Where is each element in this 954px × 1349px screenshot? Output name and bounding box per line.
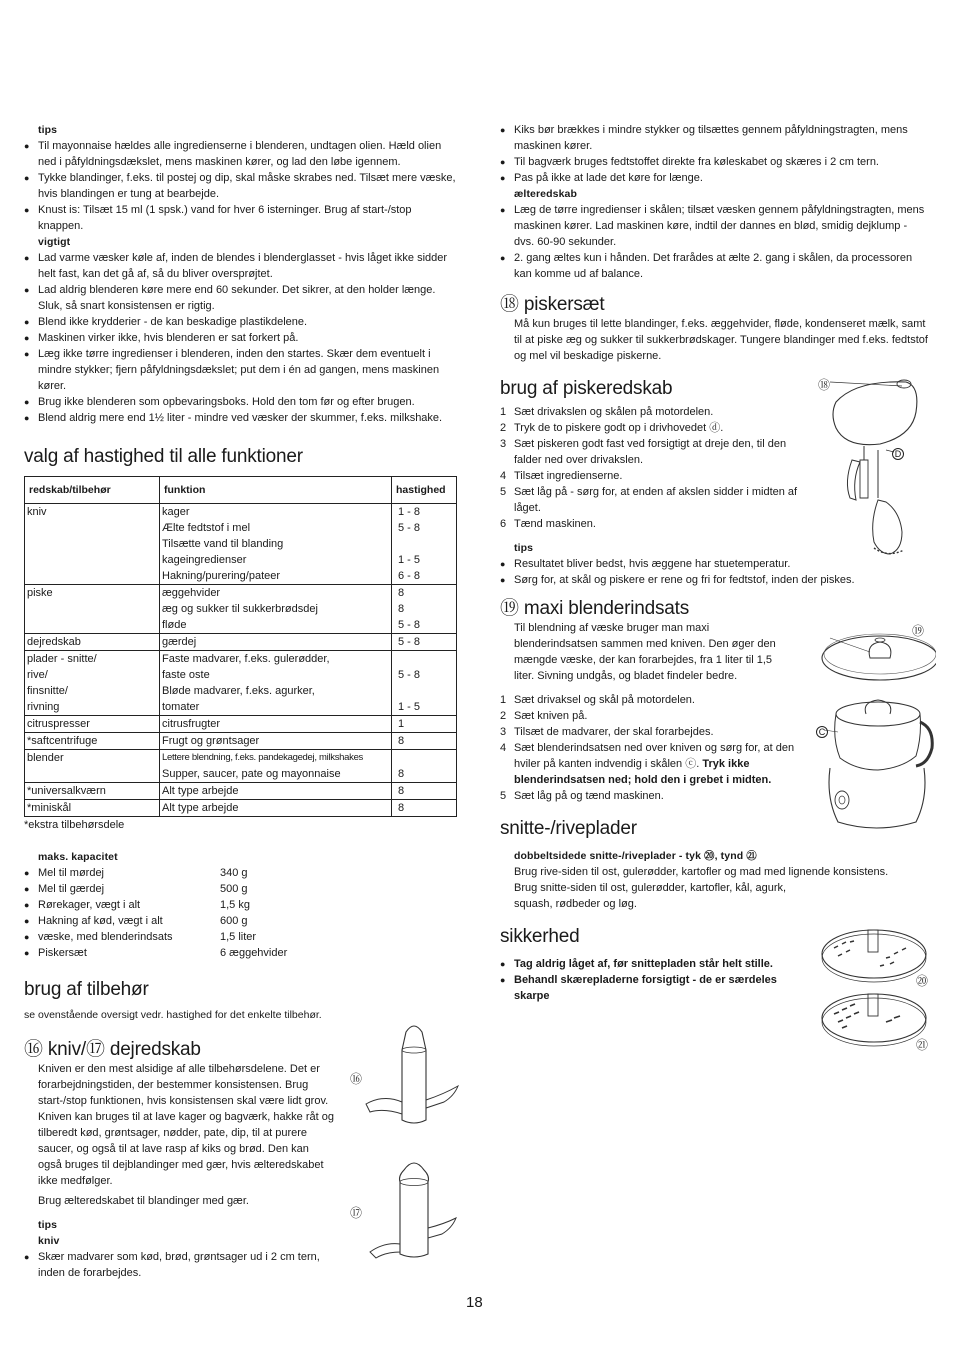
cell-line bbox=[398, 651, 454, 667]
cell-line bbox=[398, 683, 454, 699]
cell-line: 6 - 8 bbox=[398, 570, 421, 582]
table-cell bbox=[160, 716, 392, 733]
slicing-plates-heading: dobbeltsidede snitte-/riveplader - tyk ⑳, tynd ㉑ bbox=[514, 850, 757, 862]
table-cell bbox=[160, 634, 392, 651]
accessories-text: se ovenstående oversigt vedr. hastighed for det enkelte tilbehør. bbox=[24, 1009, 322, 1021]
table-cell bbox=[25, 716, 160, 733]
list-item: ● Behandl skærepladerne forsigtigt - de er særdeles skarpe bbox=[500, 972, 790, 1004]
list-item: ● Resultatet bliver bedst, hvis æggene har stuetemperatur. bbox=[500, 556, 930, 572]
cell-line bbox=[27, 568, 157, 584]
list-item: 5 Sæt låg på - sørg for, at enden af akslen sidder i midten af låget. bbox=[500, 486, 798, 514]
safety-list bbox=[500, 956, 790, 1004]
list-item: 4 Tilsæt ingredienserne. bbox=[500, 470, 623, 482]
cell-line: rivning bbox=[27, 701, 60, 713]
cell-line: æg og sukker til sukkerbrødsdej bbox=[162, 603, 318, 615]
cell-line: 8 bbox=[398, 587, 405, 599]
capacity-heading: maks. kapacitet bbox=[38, 851, 118, 863]
knife-tips-list bbox=[24, 1249, 324, 1281]
list-item: 3 Tilsæt de madvarer, der skal forarbejdes. bbox=[500, 726, 714, 738]
list-item: ● Mel til mørdej 340 g bbox=[24, 865, 458, 881]
list-item: ● Lad aldrig blenderen køre mere end 60 sekunder. Det sikrer, at den holder længe. Sluk, så snart konsistensen er rigtig. bbox=[24, 282, 458, 314]
list-item: ● væske, med blenderindsats 1,5 liter bbox=[24, 929, 458, 945]
figure-number: ⑰ bbox=[350, 1206, 363, 1220]
cell-line: 8 bbox=[398, 603, 405, 615]
cell-line bbox=[398, 536, 454, 552]
cell-line: finsnitte/ bbox=[27, 685, 68, 697]
cell-line: kager bbox=[162, 506, 190, 518]
table-cell bbox=[392, 783, 457, 800]
cell-line: Frugt og grøntsager bbox=[162, 735, 260, 747]
accessories-title: brug af tilbehør bbox=[24, 979, 149, 1000]
table-cell bbox=[392, 634, 457, 651]
list-item: 1 Sæt drivakslen og skålen på motordelen. bbox=[500, 406, 714, 418]
list-item: ● Kiks bør brækkes i mindre stykker og tilsættes gennem påfyldningstragten, mens maskinen kører. bbox=[500, 122, 930, 154]
cell-line: *miniskål bbox=[27, 802, 72, 814]
whisk-steps bbox=[500, 404, 806, 532]
cell-line: fløde bbox=[162, 619, 187, 631]
important-list bbox=[24, 250, 458, 426]
dough-hook-icon bbox=[364, 1158, 464, 1278]
table-cell bbox=[392, 800, 457, 817]
cell-line: 1 - 5 bbox=[398, 554, 421, 566]
slicing-plates-text: Brug rive-siden til ost, gulerødder, kartofler og mad med lignende konsistens. Brug snitte-siden til ost, gulerødder, kartofler, kål, agurk, squash, rødbeder og løg. bbox=[514, 866, 889, 910]
table-cell bbox=[160, 783, 392, 800]
knife-section-title: ⑯ kniv/⑰ dejredskab bbox=[24, 1039, 201, 1060]
table-cell bbox=[25, 783, 160, 800]
table-cell bbox=[160, 750, 392, 783]
cell-line: Faste madvarer, f.eks. gulerødder, bbox=[162, 653, 330, 665]
cell-line: Lettere blendning, f.eks. pandekagedej, milkshakes bbox=[162, 752, 364, 763]
cell-line: Alt type arbejde bbox=[162, 785, 239, 797]
cell-line bbox=[27, 617, 157, 633]
cell-line: 1 - 8 bbox=[398, 506, 421, 518]
knife-blade-icon bbox=[364, 1022, 464, 1142]
cell-line: Alt type arbejde bbox=[162, 802, 239, 814]
figure-number: ⑱ bbox=[818, 378, 831, 392]
cell-line: tomater bbox=[162, 701, 200, 713]
maxi-blender-title: ⑲ maxi blenderindsats bbox=[500, 598, 690, 619]
whisk-use-title: brug af piskeredskab bbox=[500, 378, 673, 399]
cell-line: piske bbox=[27, 587, 53, 599]
table-cell bbox=[25, 800, 160, 817]
top-bullets bbox=[500, 122, 930, 186]
figure-label: C bbox=[816, 726, 828, 738]
table-cell bbox=[392, 716, 457, 733]
column-header: funktion bbox=[160, 477, 392, 504]
cell-line: *saftcentrifuge bbox=[27, 735, 98, 747]
table-cell bbox=[392, 651, 457, 716]
cell-line: citruspresser bbox=[27, 718, 90, 730]
table-cell bbox=[392, 750, 457, 783]
list-item: ● Pas på ikke at lade det køre for længe. bbox=[500, 170, 930, 186]
whisk-icon bbox=[816, 372, 936, 562]
list-item: 6 Tænd maskinen. bbox=[500, 518, 596, 530]
cell-line bbox=[398, 750, 454, 766]
knife-text: Kniven er den mest alsidige af alle tilbehørsdelene. Det er forarbejdningstiden, der bestemmer konsistensen. Brug start-/stop funktionen, hvis konsistensen skal være lidt grov. Kniven kan bruges til at lave kager og bagværk, hakke råt og tilberedt kød, grøntsager, nødder, pate, dip, til at purere saucer, og også til at lave rasp af kiks og brød. Den kan også bruges til dejblandinger med gær, hvis ælteredskabet ikke medfølger. Brug ælteredskabet til blandinger med gær. bbox=[38, 1063, 334, 1207]
cell-line: 5 - 8 bbox=[398, 522, 421, 534]
table-row bbox=[25, 733, 457, 750]
dough-tool-list bbox=[500, 202, 930, 282]
page-number: 18 bbox=[466, 1294, 483, 1311]
cell-line: Supper, saucer, pate og mayonnaise bbox=[162, 768, 341, 780]
list-item: ● Læg de tørre ingredienser i skålen; tilsæt væsken gennem påfyldningstragten, mens maskinen kører. Lad maskinen køre, indtil der dannes en blød, smidig dejklump - dvs. 60-90 sekunder. bbox=[500, 202, 930, 250]
dough-tool-heading: ælteredskab bbox=[514, 188, 577, 200]
knife-tips-heading: tips bbox=[38, 1219, 58, 1231]
table-cell bbox=[160, 585, 392, 634]
maxi-blender-figure bbox=[816, 618, 936, 838]
list-item: 2 Tryk de to piskere godt op i drivhovedet ⓓ. bbox=[500, 422, 724, 434]
table-header-row bbox=[25, 477, 457, 504]
cell-line: Tilsætte vand til blanding bbox=[162, 538, 284, 550]
safety-title: sikkerhed bbox=[500, 926, 580, 947]
cell-line bbox=[27, 536, 157, 552]
cell-line: kniv bbox=[27, 506, 47, 518]
figure-number: ⑯ bbox=[350, 1072, 363, 1086]
cell-line: plader - snitte/ bbox=[27, 653, 97, 665]
list-item: 2 Sæt kniven på. bbox=[500, 710, 588, 722]
cell-line: 1 bbox=[398, 718, 405, 730]
cell-line: kageingredienser bbox=[162, 554, 247, 566]
whisk-section-title: ⑱ piskersæt bbox=[500, 294, 605, 315]
list-item: ● Lad varme væsker køle af, inden de blendes i blenderglasset - hvis låget ikke sidder helt fast, kan det gå af, så du bliver oversprøjtet. bbox=[24, 250, 458, 282]
table-row bbox=[25, 651, 457, 716]
tips-list bbox=[24, 138, 458, 234]
table-cell bbox=[25, 750, 160, 783]
table-row bbox=[25, 800, 457, 817]
list-item: ● Mel til gærdej 500 g bbox=[24, 881, 458, 897]
table-row bbox=[25, 634, 457, 651]
list-item: ● Blend ikke krydderier - de kan beskadige plastikdelene. bbox=[24, 314, 458, 330]
cell-line: æggehvider bbox=[162, 587, 221, 599]
table-cell bbox=[392, 504, 457, 585]
table-cell bbox=[160, 651, 392, 716]
cell-line: 5 - 8 bbox=[398, 619, 421, 631]
knife-tips-subheading: kniv bbox=[38, 1235, 60, 1247]
cell-line bbox=[27, 766, 157, 782]
cell-line: 8 bbox=[398, 802, 405, 814]
list-item: ● Tykke blandinger, f.eks. til postej og dip, skal måske skrabes ned. Tilsæt mere væske, hvis blandingen er tung at bearbejde. bbox=[24, 170, 458, 202]
list-item: 5 Sæt låg på og tænd maskinen. bbox=[500, 790, 664, 802]
figure-number: ⑳ bbox=[916, 974, 929, 988]
cell-line: dejredskab bbox=[27, 636, 81, 648]
list-item: 4 Sæt blenderindsatsen ned over kniven og sørg for, at den hviler på kanten indvendig i skålen ⓒ. Tryk ikke blenderindsatsen ned; hold den i grebet i midten. bbox=[500, 742, 795, 786]
list-item: ● Læg ikke tørre ingredienser i blenderen, inden den startes. Skær dem eventuelt i mindre stykker; fjern påfyldningsdækslet; put dem i én ad gangen, mens maskinen kører. bbox=[24, 346, 458, 394]
cell-line: faste oste bbox=[162, 669, 210, 681]
table-footnote: *ekstra tilbehørsdele bbox=[24, 819, 125, 831]
cell-line bbox=[27, 552, 157, 568]
cell-line: gærdej bbox=[162, 636, 197, 648]
list-item: ● Til mayonnaise hældes alle ingredienserne i blenderen, undtagen olien. Hæld olien ned i påfyldningsdækslet, mens maskinen kører, og lad den løbe igennem. bbox=[24, 138, 458, 170]
list-item: ● Rørekager, vægt i alt 1,5 kg bbox=[24, 897, 458, 913]
table-cell bbox=[160, 733, 392, 750]
list-item: ● Skær madvarer som kød, brød, grøntsager ud i 2 cm tern, inden de forarbejdes. bbox=[24, 1249, 324, 1281]
list-item: ● Piskersæt 6 æggehvider bbox=[24, 945, 458, 961]
list-item: ● Hakning af kød, vægt i alt 600 g bbox=[24, 913, 458, 929]
table-cell bbox=[25, 651, 160, 716]
speed-table bbox=[24, 476, 457, 817]
whisk-text: Må kun bruges til lette blandinger, f.eks. æggehvider, fløde, kondenseret mælk, samt til at piske æg og sukker til sukkerbrødskager. Tungere blandinger med f.eks. fedtstof og mel vil beskadige piskerne. bbox=[514, 318, 928, 362]
speed-table-body bbox=[25, 504, 457, 817]
whisk-figure bbox=[816, 372, 936, 562]
table-cell bbox=[25, 733, 160, 750]
cell-line: 1 - 5 bbox=[398, 701, 421, 713]
table-row bbox=[25, 504, 457, 585]
column-header: redskab/tilbehør bbox=[25, 477, 160, 504]
table-cell bbox=[160, 504, 392, 585]
list-item: ● Knust is: Tilsæt 15 ml (1 spsk.) vand for hver 6 isterninger. Brug af start-/stop knappen. bbox=[24, 202, 458, 234]
cell-line: 8 bbox=[398, 735, 405, 747]
cell-line: 8 bbox=[398, 768, 405, 780]
maxi-blender-text: Til blendning af væske bruger man maxi blenderindsatsen sammen med kniven. Den øger den mængde væske, der kan forarbejdes, fra 1 liter til 1,5 liter. Sivning undgås, og bladet findeler bedre. bbox=[514, 622, 776, 682]
maxi-blender-steps bbox=[500, 692, 816, 804]
table-row bbox=[25, 750, 457, 783]
cell-line: Bløde madvarer, f.eks. agurker, bbox=[162, 685, 315, 697]
cell-line: citrusfrugter bbox=[162, 718, 221, 730]
important-heading: vigtigt bbox=[38, 236, 71, 248]
figure-number: ⑲ bbox=[912, 624, 925, 638]
cell-line: *universalkværn bbox=[27, 785, 106, 797]
cell-line: 8 bbox=[398, 785, 405, 797]
table-cell bbox=[160, 800, 392, 817]
column-header: hastighed bbox=[392, 477, 457, 504]
list-item: ● Maskinen virker ikke, hvis blenderen er sat forkert på. bbox=[24, 330, 458, 346]
table-cell bbox=[392, 585, 457, 634]
table-cell bbox=[25, 585, 160, 634]
table-cell bbox=[25, 634, 160, 651]
speed-section-title: valg af hastighed til alle funktioner bbox=[24, 446, 303, 467]
cell-line bbox=[27, 520, 157, 536]
slicing-plates-figure bbox=[820, 922, 936, 1054]
cell-line: Hakning/purering/pateer bbox=[162, 570, 281, 582]
cell-line: rive/ bbox=[27, 669, 48, 681]
list-item: ● Tag aldrig låget af, før snittepladen står helt stille. bbox=[500, 956, 790, 972]
list-item: ● Til bagværk bruges fedtstoffet direkte fra køleskabet og skæres i 2 cm tern. bbox=[500, 154, 930, 170]
table-row bbox=[25, 716, 457, 733]
cell-line: 5 - 8 bbox=[398, 669, 421, 681]
cell-line bbox=[27, 601, 157, 617]
table-row bbox=[25, 585, 457, 634]
list-item: ● Sørg for, at skål og piskere er rene og fri for fedtstof, inden der piskes. bbox=[500, 572, 930, 588]
list-item: ● Brug ikke blenderen som opbevaringsboks. Hold den tom før og efter brugen. bbox=[24, 394, 458, 410]
figure-number: ㉑ bbox=[916, 1038, 929, 1052]
slicing-plates-title: snitte-/riveplader bbox=[500, 818, 637, 839]
cell-line: 5 - 8 bbox=[398, 636, 421, 648]
right-column bbox=[500, 122, 930, 1004]
list-item: ● 2. gang æltes kun i hånden. Det frarådes at ælte 2. gang i skålen, da processoren kan komme ud af balance. bbox=[500, 250, 930, 282]
cell-line: blender bbox=[27, 752, 64, 764]
list-item: ● Blend aldrig mere end 1½ liter - mindre ved væsker der skummer, f.eks. milkshake. bbox=[24, 410, 458, 426]
blender-insert-icon bbox=[816, 618, 936, 838]
list-item: 1 Sæt drivaksel og skål på motordelen. bbox=[500, 694, 695, 706]
capacity-list bbox=[24, 865, 458, 961]
list-item: 3 Sæt piskeren godt fast ved forsigtigt at dreje den, til den falder ned over drivakslen. bbox=[500, 438, 787, 466]
whisk-tips-heading: tips bbox=[514, 542, 534, 554]
table-cell bbox=[25, 504, 160, 585]
table-cell bbox=[392, 733, 457, 750]
cell-line: Ælte fedtstof i mel bbox=[162, 522, 251, 534]
table-row bbox=[25, 783, 457, 800]
tips-heading: tips bbox=[38, 124, 58, 136]
figure-label: D bbox=[892, 448, 904, 460]
